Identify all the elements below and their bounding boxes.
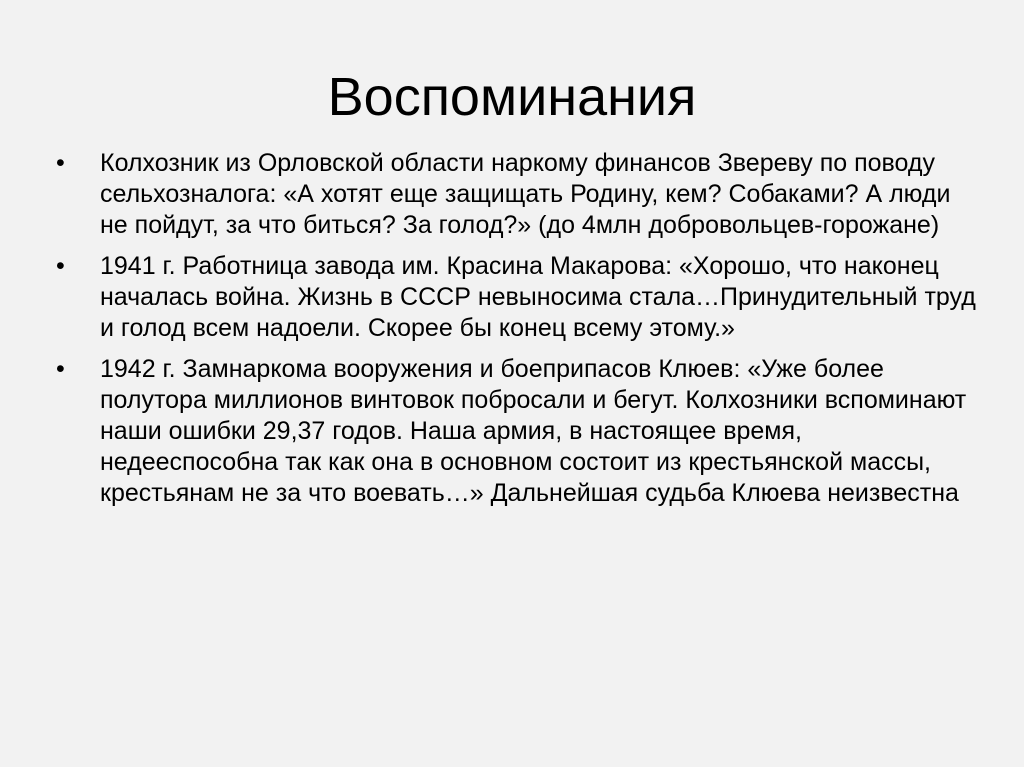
bullet-dot-icon: • <box>56 355 65 383</box>
bullet-text: 1942 г. Замнаркома вооружения и боеприпасов Клюев: «Уже более полутора миллионов винтовок побросали и бегут. Колхозники вспоминают наши ошибки 29,37 годов. Наша армия, в настоящее время, недееспособна так как она в основном состоит из крестьянской массы, крестьянам не за что воевать…» Дальнейшая судьба Клюева неизвестна <box>100 355 967 507</box>
bullet-item <box>56 148 976 241</box>
bullet-dot-icon: • <box>56 149 65 177</box>
bullet-item <box>56 354 976 509</box>
bullet-item <box>56 251 976 344</box>
bullet-dot-icon: • <box>56 252 65 280</box>
slide-title: Воспоминания <box>327 67 697 127</box>
bullet-text: Колхозник из Орловской области наркому финансов Звереву по поводу сельхозналога: «А хотят еще защищать Родину, кем? Собаками? А люди не пойдут, за что биться? За голод?» (до 4млн добровольцев-горожане) <box>100 149 951 239</box>
bullet-text: 1941 г. Работница завода им. Красина Макарова: «Хорошо, что наконец началась война. Жизнь в СССР невыносима стала…Принудительный труд и голод всем надоели. Скорее бы конец всему этому.» <box>100 252 976 342</box>
bullet-list <box>56 148 976 519</box>
